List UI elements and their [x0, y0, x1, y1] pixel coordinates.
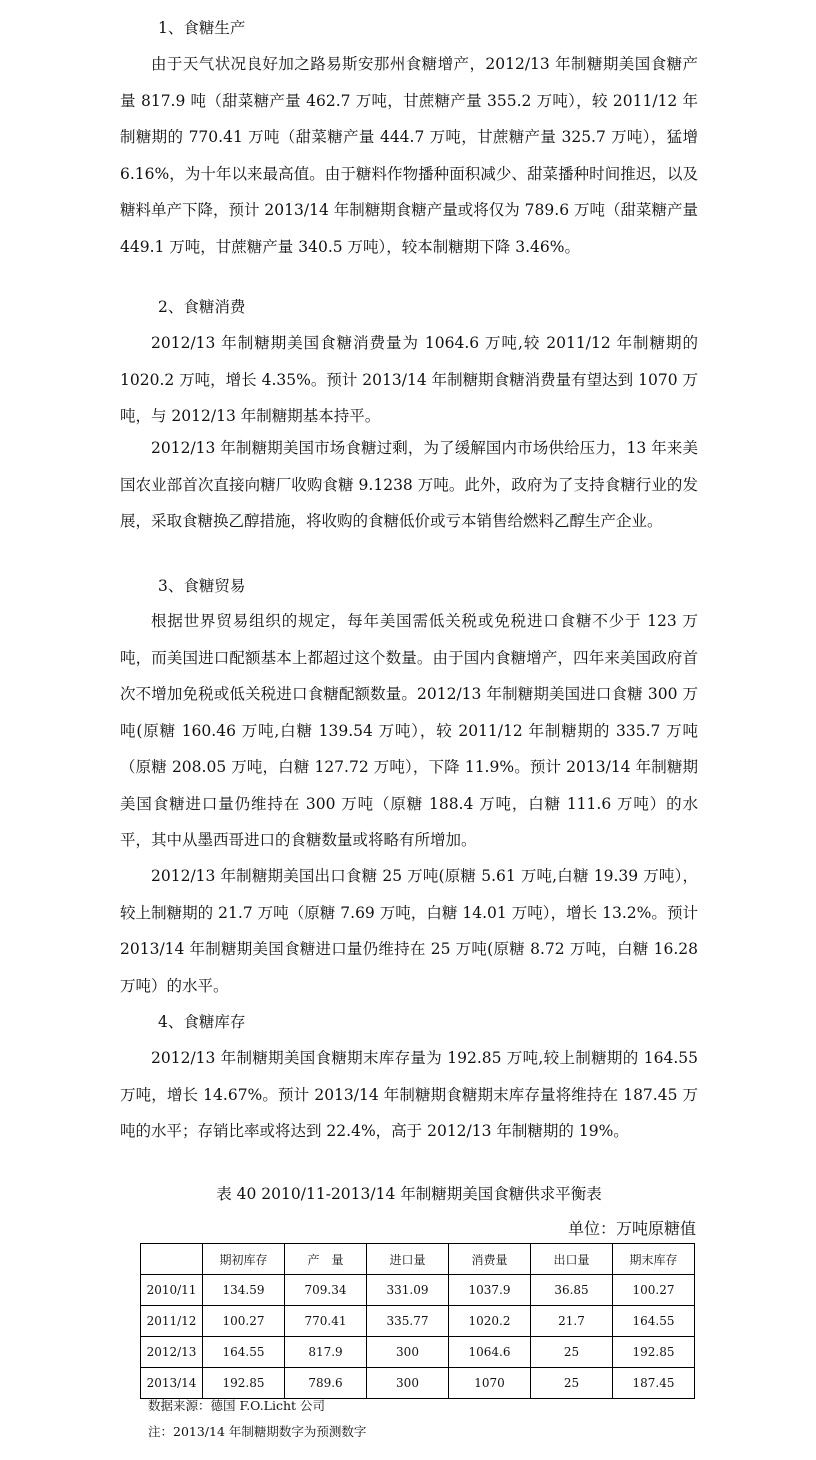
- table-header-row: [141, 1244, 695, 1275]
- table-unit: 单位：万吨原糖值: [567, 1219, 696, 1238]
- table-cell: 770.41: [285, 1306, 367, 1337]
- table-cell: 1020.2: [449, 1306, 531, 1337]
- table-cell: 25: [531, 1368, 613, 1399]
- table-cell: 187.45: [613, 1368, 695, 1399]
- paragraph-imports: 根据世界贸易组织的规定，每年美国需低关税或免税进口食糖不少于 123 万吨，而美国进口配额基本上都超过这个数量。由于国内食糖增产，四年来美国政府首次不增加免税或低关税进口食糖配额数量。2012/13 年制糖期美国进口食糖 300 万吨(原糖 160.46 万吨,白糖 139.54 万吨），较 2011/12 年制糖期的 335.7 万吨（原糖 208.05 万吨，白糖 127.72 万吨），下降 11.9%。预计 2013/14 年制糖期美国食糖进口量仍维持在 300 万吨（原糖 188.4 万吨，白糖 111.6 万吨）的水平，其中从墨西哥进口的食糖数量或将略有所增加。: [120, 612, 698, 849]
- paragraph-exports: 2012/13 年制糖期美国出口食糖 25 万吨(原糖 5.61 万吨,白糖 19.39 万吨），较上制糖期的 21.7 万吨（原糖 7.69 万吨，白糖 14.01 万吨），增长 13.2%。预计 2013/14 年制糖期美国食糖进口量仍维持在 25 万吨(原糖 8.72 万吨，白糖 16.28 万吨）的水平。: [120, 867, 698, 995]
- table-cell: 709.34: [285, 1275, 367, 1306]
- table-cell: 300: [367, 1337, 449, 1368]
- supply-demand-table: [140, 1243, 695, 1399]
- table-cell: 100.27: [613, 1275, 695, 1306]
- table-cell: 164.55: [613, 1306, 695, 1337]
- table-cell: 192.85: [613, 1337, 695, 1368]
- table-cell: 1037.9: [449, 1275, 531, 1306]
- table-cell: 21.7: [531, 1306, 613, 1337]
- table-row: [141, 1306, 695, 1337]
- table-row: [141, 1337, 695, 1368]
- section-heading-trade: 3、食糖贸易: [158, 577, 246, 595]
- table-cell: 1064.6: [449, 1337, 531, 1368]
- table-cell: 36.85: [531, 1275, 613, 1306]
- section-heading-stock: 4、食糖库存: [158, 1013, 246, 1031]
- table-cell: 100.27: [203, 1306, 285, 1337]
- table-cell: 1070: [449, 1368, 531, 1399]
- table-row: [141, 1275, 695, 1306]
- table-cell: 2011/12: [141, 1306, 203, 1337]
- table-caption: 表 40 2010/11-2013/14 年制糖期美国食糖供求平衡表: [216, 1185, 602, 1203]
- table-header-cell: 期末库存: [613, 1244, 695, 1275]
- table-cell: 817.9: [285, 1337, 367, 1368]
- table-cell: 300: [367, 1368, 449, 1399]
- table-header-cell: [141, 1244, 203, 1275]
- paragraph-consumption: 2012/13 年制糖期美国食糖消费量为 1064.6 万吨,较 2011/12 年制糖期的 1020.2 万吨，增长 4.35%。预计 2013/14 年制糖期食糖消费量有望达到 1070 万吨，与 2012/13 年制糖期基本持平。: [120, 334, 698, 425]
- table-cell: 192.85: [203, 1368, 285, 1399]
- section-heading-consumption: 2、食糖消费: [158, 298, 246, 316]
- table-cell: 2012/13: [141, 1337, 203, 1368]
- table-cell: 2010/11: [141, 1275, 203, 1306]
- table-cell: 134.59: [203, 1275, 285, 1306]
- table-cell: 335.77: [367, 1306, 449, 1337]
- table-cell: 789.6: [285, 1368, 367, 1399]
- table-header-cell: 消费量: [449, 1244, 531, 1275]
- forecast-remark-note: 注：2013/14 年制糖期数字为预测数字: [148, 1424, 367, 1439]
- table-cell: 25: [531, 1337, 613, 1368]
- table-header-cell: 出口量: [531, 1244, 613, 1275]
- table-header-cell: 期初库存: [203, 1244, 285, 1275]
- section-heading-production: 1、食糖生产: [158, 19, 246, 37]
- paragraph-surplus: 2012/13 年制糖期美国市场食糖过剩，为了缓解国内市场供给压力，13 年来美国农业部首次直接向糖厂收购食糖 9.1238 万吨。此外，政府为了支持食糖行业的发展，采取食糖换乙醇措施，将收购的食糖低价或亏本销售给燃料乙醇生产企业。: [120, 439, 698, 530]
- table-header-cell: 产 量: [285, 1244, 367, 1275]
- table-cell: 331.09: [367, 1275, 449, 1306]
- paragraph-stock: 2012/13 年制糖期美国食糖期末库存量为 192.85 万吨,较上制糖期的 164.55 万吨，增长 14.67%。预计 2013/14 年制糖期食糖期末库存量将维持在 187.45 万吨的水平；存销比率或将达到 22.4%，高于 2012/13 年制糖期的 19%。: [120, 1049, 698, 1140]
- table-header-cell: 进口量: [367, 1244, 449, 1275]
- data-source-note: 数据来源：德国 F.O.Licht 公司: [148, 1398, 326, 1413]
- table-cell: 164.55: [203, 1337, 285, 1368]
- paragraph-production: 由于天气状况良好加之路易斯安那州食糖增产，2012/13 年制糖期美国食糖产量 817.9 吨（甜菜糖产量 462.7 万吨，甘蔗糖产量 355.2 万吨），较 2011/12 年制糖期的 770.41 万吨（甜菜糖产量 444.7 万吨，甘蔗糖产量 325.7 万吨），猛增 6.16%，为十年以来最高值。由于糖料作物播种面积减少、甜菜播种时间推迟，以及糖料单产下降，预计 2013/14 年制糖期食糖产量或将仅为 789.6 万吨（甜菜糖产量 449.1 万吨，甘蔗糖产量 340.5 万吨），较本制糖期下降 3.46%。: [120, 55, 698, 256]
- table-cell: 2013/14: [141, 1368, 203, 1399]
- table-row: [141, 1368, 695, 1399]
